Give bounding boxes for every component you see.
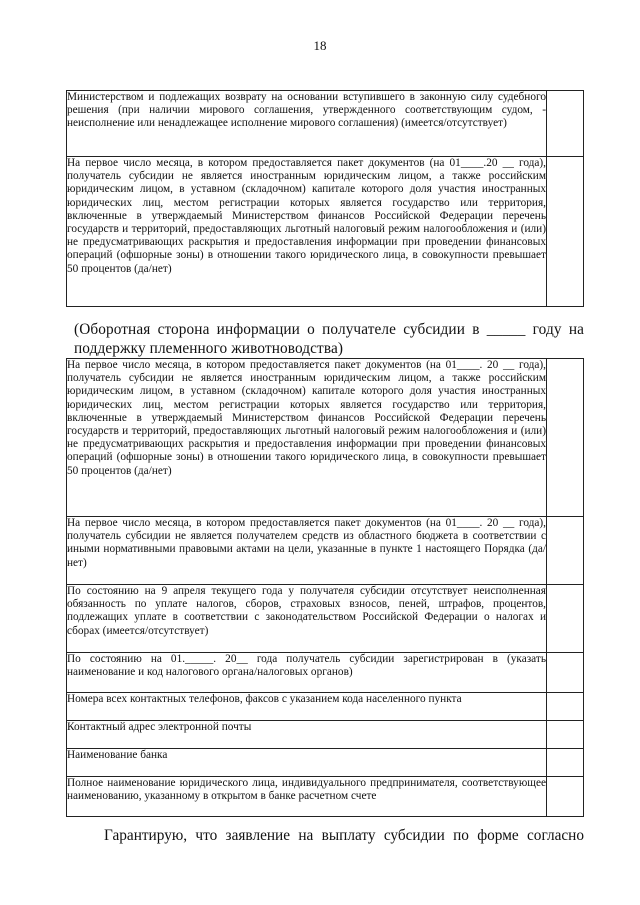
section-caption: (Оборотная сторона информации о получателе субсидии в _____ году на поддержку племенного животноводства)	[74, 321, 584, 357]
info-table-reverse-side	[66, 358, 584, 817]
row-text: Номера всех контактных телефонов, факсов с указанием кода населенного пункта	[67, 693, 547, 721]
row-text: На первое число месяца, в котором предоставляется пакет документов (на 01____.20 __ года), получатель субсидии не является иностранным юридическим лицом, а также российским юридическим лицом, в уставном (складочном) капитале которого доля участия иностранных юридических лиц, местом регистрации которых является государство или территория, включенные в утверждаемый Министерством финансов Российской Федерации перечень государств и территорий, предоставляющих льготный налоговый режим налогообложения и (или) не предусматривающих раскрытия и предоставления информации при проведении финансовых операций (офшорные зоны) в отношении такого юридического лица, в совокупности превышает 50 процентов (да/нет)	[67, 157, 547, 307]
value-field[interactable]	[547, 777, 584, 817]
row-text: На первое число месяца, в котором предоставляется пакет документов (на 01____. 20 __ года), получатель субсидии не является иностранным юридическим лицом, а также российским юридическим лицом, в уставном (складочном) капитале которого доля участия иностранных юридических лиц, местом регистрации которых является государство или территория, включенные в утверждаемый Министерством финансов Российской Федерации перечень государств и территорий, предоставляющих льготный налоговый режим налогообложения и (или) не предусматривающих раскрытия и предоставления информации при проведении финансовых операций (офшорные зоны) в отношении такого юридического лица, в совокупности превышает 50 процентов (да/нет)	[67, 359, 547, 517]
row-text: Контактный адрес электронной почты	[67, 721, 547, 749]
row-text: Министерством и подлежащих возврату на основании вступившего в законную силу судебного решения (при наличии мирового соглашения, утвержденного соответствующим судом, - неисполнение или ненадлежащее исполнение мирового соглашения) (имеется/отсутствует)	[67, 91, 547, 157]
closing-paragraph: Гарантирую, что заявление на выплату субсидии по форме согласно	[104, 827, 584, 844]
table-row	[67, 359, 584, 517]
table-row	[67, 749, 584, 777]
value-field[interactable]	[547, 585, 584, 653]
row-text: По состоянию на 01._____. 20__ года получатель субсидии зарегистрирован в (указать наименование и код налогового органа/налоговых органов)	[67, 653, 547, 693]
value-field[interactable]	[547, 721, 584, 749]
value-field[interactable]	[547, 653, 584, 693]
info-table-continued	[66, 90, 584, 307]
row-text: На первое число месяца, в котором предоставляется пакет документов (на 01____. 20 __ года), получатель субсидии не является получателем средств из областного бюджета в соответствии с иными нормативными правовыми актами на цели, указанные в пункте 1 настоящего Порядка (да/нет)	[67, 517, 547, 585]
value-field[interactable]	[547, 359, 584, 517]
table-row	[67, 157, 584, 307]
row-text: Наименование банка	[67, 749, 547, 777]
table-row	[67, 517, 584, 585]
value-field[interactable]	[547, 749, 584, 777]
row-text: По состоянию на 9 апреля текущего года у получателя субсидии отсутствует неисполненная обязанность по уплате налогов, сборов, страховых взносов, пеней, штрафов, процентов, подлежащих уплате в соответствии с законодательством Российской Федерации о налогах и сборах (имеется/отсутствует)	[67, 585, 547, 653]
table-row	[67, 693, 584, 721]
value-field[interactable]	[547, 157, 584, 307]
table-row	[67, 91, 584, 157]
table-row	[67, 721, 584, 749]
value-field[interactable]	[547, 517, 584, 585]
value-field[interactable]	[547, 693, 584, 721]
table-row	[67, 653, 584, 693]
page-number: 18	[313, 38, 327, 53]
row-text: Полное наименование юридического лица, индивидуального предпринимателя, соответствующее наименованию, указанному в открытом в банке расчетном счете	[67, 777, 547, 817]
table-row	[67, 585, 584, 653]
value-field[interactable]	[547, 91, 584, 157]
table-row	[67, 777, 584, 817]
